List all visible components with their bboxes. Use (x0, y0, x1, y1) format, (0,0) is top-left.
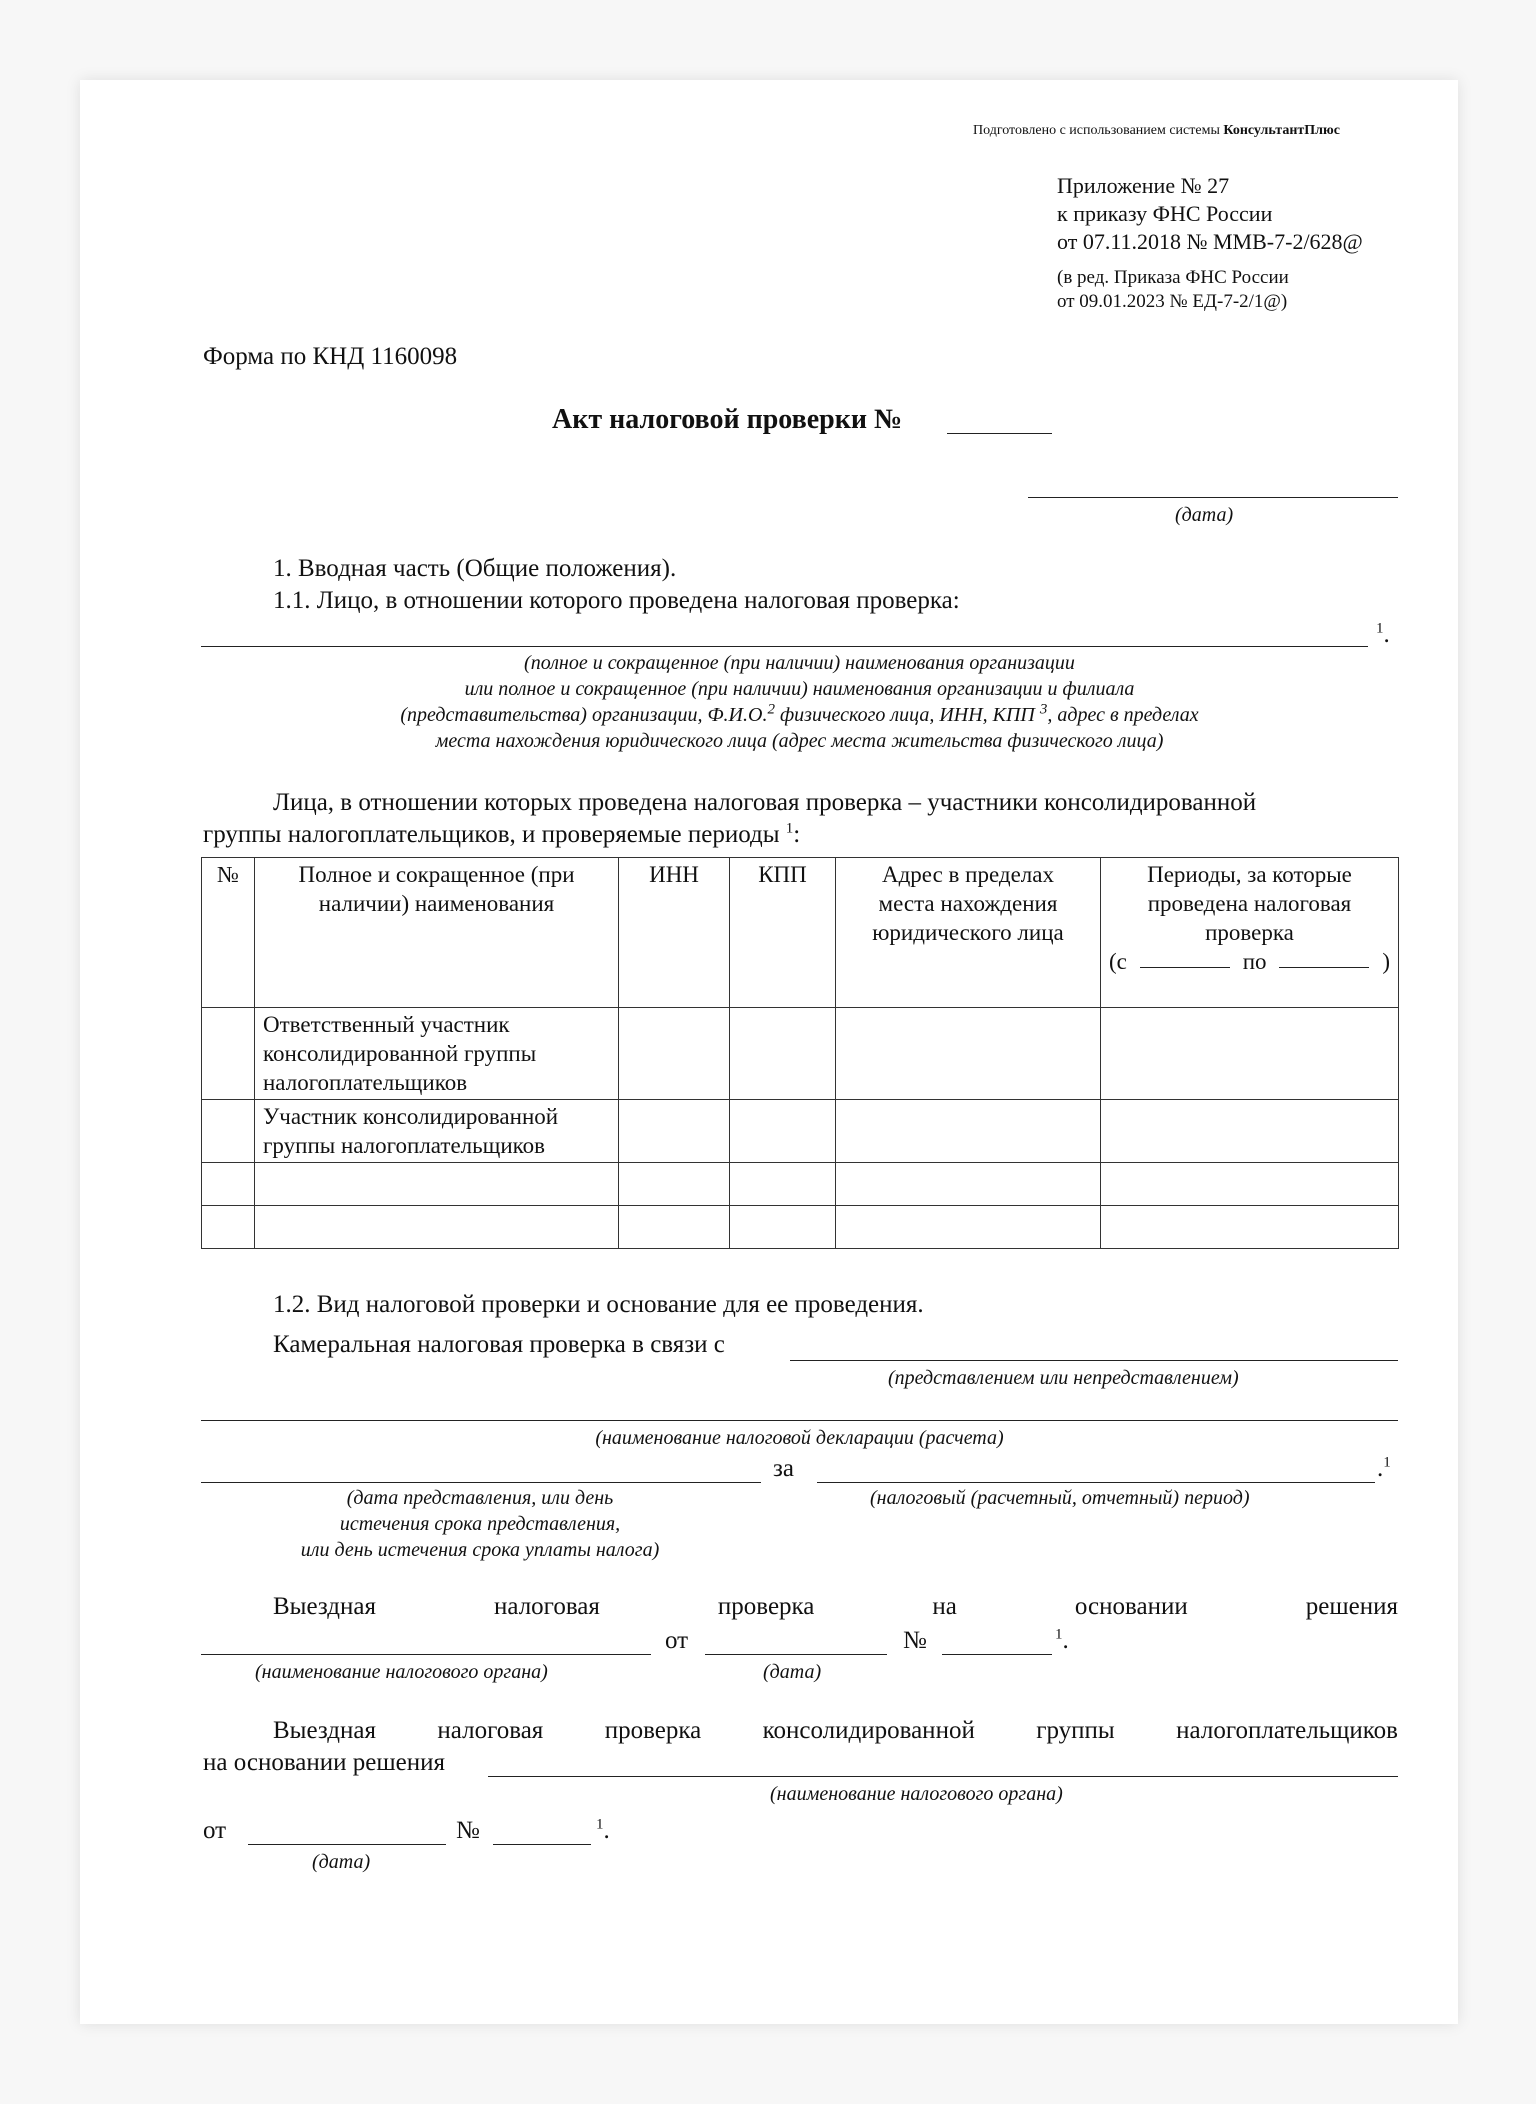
consolidated-intro-line-1: Лица, в отношении которых проведена налоговая проверка – участники консолидированной (273, 789, 1257, 816)
on-basis-label: на основании решения (203, 1749, 445, 1776)
footnote-marker: $^1$. (1055, 1626, 1069, 1654)
submission-caption: (представлением или непредставлением) (888, 1367, 1239, 1389)
row-participant: Участник консолидированной группы налогоплательщиков (255, 1100, 619, 1163)
consolidated-inspection-line: Выездная налоговая проверка консолидированной группы налогоплательщиков (273, 1717, 1398, 1744)
inspected-person-caption: (полное и сокращенное (при наличии) наименования организации или полное и сокращенное (при наличии) наименования организации и филиала (представительства) организации, Ф.И.О.$^2$ физического лица, ИНН, КПП $^3$, адрес в пределах места нахождения юридического лица (адрес места жительства физического лица) (400, 652, 1199, 752)
decision-date-field[interactable] (705, 1654, 887, 1655)
appendix-edition-1: (в ред. Приказа ФНС России (1057, 267, 1289, 288)
tax-period-field[interactable] (817, 1482, 1375, 1483)
za-label: за (773, 1455, 794, 1482)
act-number-field[interactable] (947, 433, 1052, 434)
act-title: Акт налоговой проверки № (552, 404, 903, 435)
appendix-order: к приказу ФНС России (1057, 201, 1273, 226)
table-row (202, 1100, 1399, 1163)
appendix-number: Приложение № 27 (1057, 173, 1230, 198)
footnote-marker: $^1$. (596, 1816, 610, 1844)
section-1-2-title: 1.2. Вид налоговой проверки и основание для ее проведения. (273, 1291, 924, 1318)
num-label: № (903, 1627, 927, 1654)
submission-field[interactable] (790, 1360, 1398, 1361)
tax-period-caption: (налоговый (расчетный, отчетный) период) (870, 1487, 1250, 1509)
section-1-1-title: 1.1. Лицо, в отношении которого проведена налоговая проверка: (273, 587, 960, 614)
appendix-block (1057, 172, 1363, 314)
consolidated-authority-field[interactable] (488, 1776, 1398, 1777)
period-to-field[interactable] (1279, 947, 1369, 968)
submission-date-caption: (дата представления, или день истечения срока представления, или день истечения срока уплаты налога) (300, 1487, 660, 1561)
document-page (80, 80, 1458, 2024)
header-kpp: КПП (730, 858, 836, 1008)
field-inspection-line: Выездная налоговая проверка на основании решения (273, 1593, 1398, 1620)
footnote-marker: .$^1$ (1377, 1454, 1391, 1482)
decision-number-field[interactable] (942, 1654, 1052, 1655)
consolidated-number-field[interactable] (493, 1844, 591, 1845)
header-address: Адрес в пределах места нахождения юридического лица (836, 858, 1101, 1008)
form-code: Форма по КНД 1160098 (203, 343, 458, 370)
consolidated-authority-caption: (наименование налогового органа) (770, 1783, 1063, 1805)
consolidated-date-caption: (дата) (312, 1851, 371, 1873)
row-responsible-participant: Ответственный участник консолидированной группы налогоплательщиков (255, 1008, 619, 1100)
table-row (202, 1008, 1399, 1100)
num-label: № (456, 1817, 480, 1844)
table-row (202, 1163, 1399, 1206)
section-1-title: 1. Вводная часть (Общие положения). (273, 555, 677, 582)
ot-label: от (203, 1817, 227, 1844)
header-name: Полное и сокращенное (при наличии) наименования (255, 858, 619, 1008)
ot-label: от (665, 1627, 689, 1654)
consolidated-date-field[interactable] (248, 1844, 446, 1845)
act-date-caption: (дата) (1175, 504, 1234, 526)
authority-field[interactable] (201, 1654, 651, 1655)
consultant-watermark: Подготовлено с использованием системы КонсультантПлюс (973, 123, 1340, 138)
submission-date-field[interactable] (201, 1482, 761, 1483)
declaration-caption: (наименование налоговой декларации (расчета) (595, 1427, 1004, 1449)
table-header-row (202, 858, 1399, 1008)
period-from-field[interactable] (1140, 947, 1230, 968)
inspected-person-field[interactable] (201, 646, 1368, 647)
appendix-edition-2: от 09.01.2023 № ЕД-7-2/1@) (1057, 291, 1288, 312)
header-inn: ИНН (619, 858, 730, 1008)
appendix-order-date: от 07.11.2018 № ММВ-7-2/628@ (1057, 229, 1363, 254)
act-date-field[interactable] (1028, 497, 1398, 498)
header-periods: Периоды, за которые проведена налоговая проверка (с по ) (1101, 858, 1399, 1008)
decision-date-caption: (дата) (763, 1661, 822, 1683)
consolidated-group-table (201, 857, 1399, 1249)
consolidated-intro-line-2: группы налогоплательщиков, и проверяемые периоды $^1$: (203, 820, 801, 848)
authority-caption: (наименование налогового органа) (255, 1661, 548, 1683)
cameral-label: Камеральная налоговая проверка в связи с (273, 1331, 725, 1358)
table-row (202, 1206, 1399, 1249)
header-num: № (202, 858, 255, 1008)
footnote-marker: $^1$. (1376, 620, 1390, 648)
declaration-field[interactable] (201, 1420, 1398, 1421)
